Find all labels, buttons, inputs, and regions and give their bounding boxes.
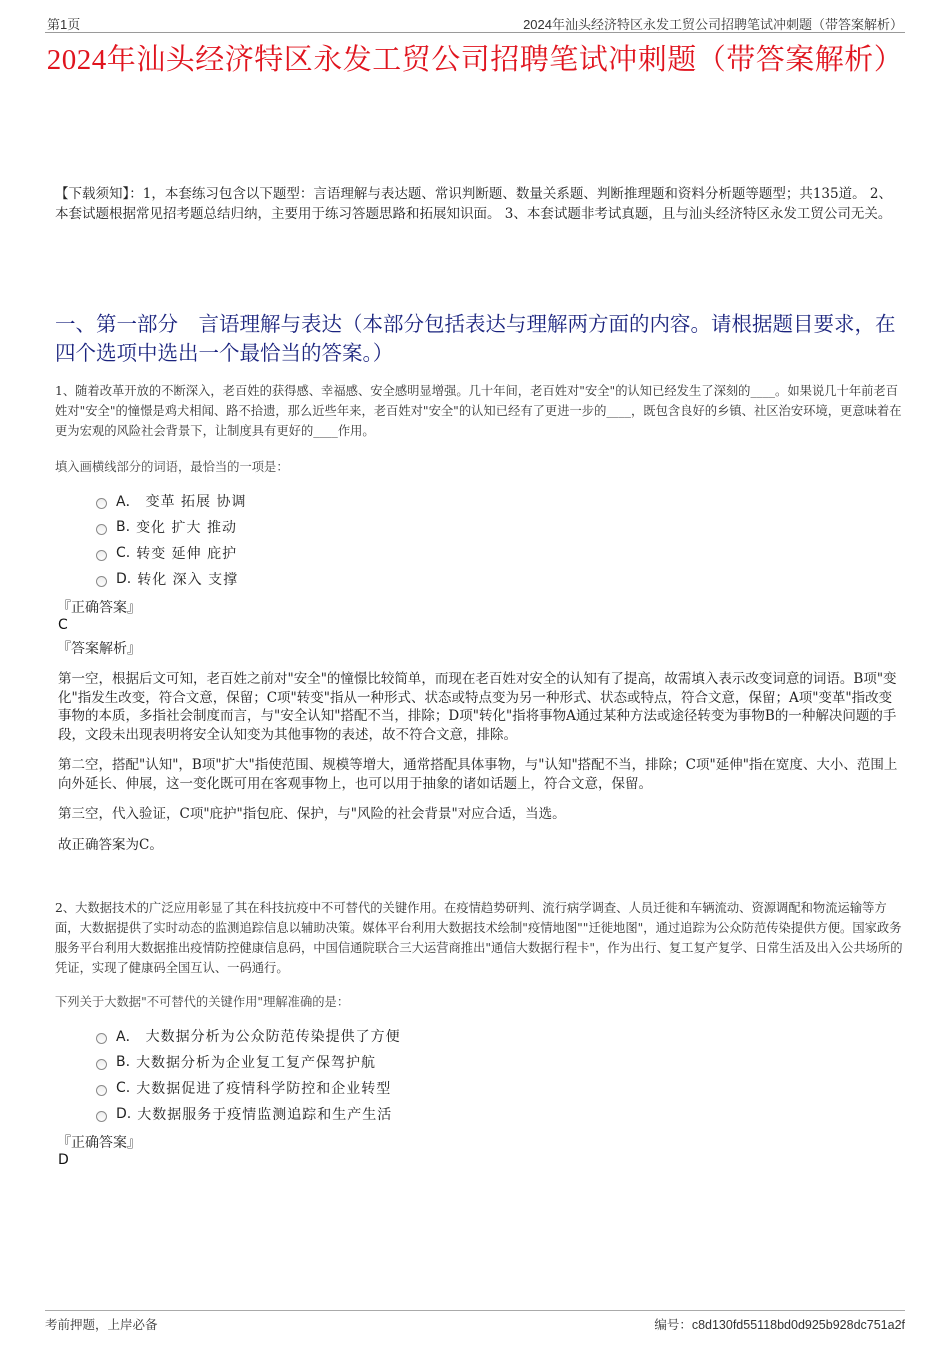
analysis-paragraph: 第一空，根据后文可知，老百姓之前对"安全"的憧憬比较简单，而现在老百姓对安全的认知有了提高，故需填入表示改变词意的词语。B项"变化"指发生改变，符合文意，保留；C项"转变"指从一种形式、状态或特点变为另一种形式、状态或特点，符合文意，保留；A项"变革"指改变事物的本质，多指社会制度而言，与"安全认知"搭配不当，排除；D项"转化"指将事物A通过某种方法或途径转变为事物B的一种解决问题的手段，文段未出现表明将安全认知变为其他事物的表述，故不符合文意，排除。 xyxy=(58,671,897,743)
question-2-options xyxy=(96,1023,401,1127)
radio-button[interactable] xyxy=(96,1085,107,1096)
analysis-paragraph: 第二空，搭配"认知"，B项"扩大"指使范围、规模等增大，通常搭配具体事物，与"认知"搭配不当，排除；C项"延伸"指在宽度、大小、范围上向外延长、伸展，这一变化既可用在客观事物上，也可以用于抽象的诸如话题上，符合文意，保留。 xyxy=(58,757,898,792)
option-text: 转化 深入 支撑 xyxy=(137,572,239,588)
question-2-option-b[interactable] xyxy=(96,1049,401,1075)
option-letter: D. xyxy=(116,571,132,587)
option-text: 变革 拓展 协调 xyxy=(145,494,247,510)
radio-button[interactable] xyxy=(96,1059,107,1070)
question-2-option-d[interactable] xyxy=(96,1101,401,1127)
radio-button[interactable] xyxy=(96,1111,107,1122)
document-title: 2024年汕头经济特区永发工贸公司招聘笔试冲刺题（带答案解析） xyxy=(46,44,904,76)
question-1-options xyxy=(96,488,246,592)
option-text: 大数据分析为企业复工复产保驾护航 xyxy=(136,1055,377,1071)
page-number: 第1页 xyxy=(47,17,81,32)
question-2-option-c[interactable] xyxy=(96,1075,401,1101)
radio-button[interactable] xyxy=(96,1033,107,1044)
radio-button[interactable] xyxy=(96,524,107,535)
radio-button[interactable] xyxy=(96,498,107,509)
option-letter: B. xyxy=(116,1054,131,1070)
question-1-option-b[interactable] xyxy=(96,514,246,540)
option-text: 变化 扩大 推动 xyxy=(136,520,237,536)
footer-code xyxy=(654,1315,905,1333)
option-text: 大数据促进了疫情科学防控和企业转型 xyxy=(136,1081,392,1097)
option-text: 大数据服务于疫情监测追踪和生产生活 xyxy=(137,1107,393,1123)
question-2-stem: 2、大数据技术的广泛应用彰显了其在科技抗疫中不可替代的关键作用。在疫情趋势研判、流行病学调查、人员迁徙和车辆流动、资源调配和物流运输等方面，大数据提供了实时动态的监测追踪信息以辅助决策。媒体平台利用大数据技术绘制"疫情地图""迁徙地图"，通过追踪为公众防范传染提供方便。国家政务服务平台利用大数据推出疫情防控健康信息码，中国信通院联合三大运营商推出"通信大数据行程卡"，作为出行、复工复产复学、日常生活及出入公共场所的凭证，实现了健康码全国互认、一码通行。 xyxy=(55,901,903,975)
question-2-prompt: 下列关于大数据"不可替代的关键作用"理解准确的是： xyxy=(55,995,350,1009)
radio-button[interactable] xyxy=(96,550,107,561)
option-letter: A． xyxy=(116,1029,140,1045)
footer-slogan: 考前押题，上岸必备 xyxy=(45,1318,158,1332)
question-1-analysis xyxy=(58,670,905,866)
question-1-option-c[interactable] xyxy=(96,540,246,566)
header-doc-title: 2024年汕头经济特区永发工贸公司招聘笔试冲刺题（带答案解析） xyxy=(523,17,903,32)
question-1-answer-label: 『正确答案』 xyxy=(57,600,141,616)
option-letter: C. xyxy=(116,1080,131,1096)
download-notice: 【下载须知】：1，本套练习包含以下题型：言语理解与表达题、常识判断题、数量关系题、判断推理题和资料分析题等题型；共135道。 2、本套试题根据常见招考题总结归纳，主要用于练习答题思路和拓展知识面。 3、本套试题非考试真题，且与汕头经济特区永发工贸公司无关。 xyxy=(55,186,892,222)
question-2-answer-label: 『正确答案』 xyxy=(57,1135,141,1151)
option-letter: B. xyxy=(116,519,131,535)
footer-code-label: 编号： xyxy=(654,1318,692,1332)
question-1-analysis-label: 『答案解析』 xyxy=(57,641,141,657)
question-2-answer: D xyxy=(58,1152,69,1168)
page-footer xyxy=(45,1310,905,1333)
option-text: 大数据分析为公众防范传染提供了方便 xyxy=(145,1029,401,1045)
option-text: 转变 延伸 庇护 xyxy=(136,546,238,562)
option-letter: D. xyxy=(116,1106,132,1122)
question-1-option-a[interactable] xyxy=(96,488,246,514)
question-2-option-a[interactable] xyxy=(96,1023,401,1049)
page-header xyxy=(45,12,905,33)
analysis-paragraph: 故正确答案为C。 xyxy=(58,836,163,853)
footer-code-value: c8d130fd55118bd0d925b928dc751a2f xyxy=(691,1318,905,1332)
question-1-stem: 1、随着改革开放的不断深入，老百姓的获得感、幸福感、安全感明显增强。几十年间，老百姓对"安全"的认知已经发生了深刻的____。如果说几十年前老百姓对"安全"的憧憬是鸡犬相闻、路不拾遗，那么近些年来，老百姓对"安全"的认知已经有了更进一步的____，既包含良好的乡镇、社区治安环境，更意味着在更为宏观的风险社会背景下，让制度具有更好的____作用。 xyxy=(55,384,902,438)
option-letter: A． xyxy=(116,494,140,510)
question-1-answer: C xyxy=(58,617,68,633)
radio-button[interactable] xyxy=(96,576,107,587)
question-1-option-d[interactable] xyxy=(96,566,246,592)
analysis-paragraph: 第三空，代入验证，C项"庇护"指包庇、保护，与"风险的社会背景"对应合适，当选。 xyxy=(58,806,566,822)
section-heading: 一、第一部分 言语理解与表达（本部分包括表达与理解两方面的内容。请根据题目要求，在四个选项中选出一个最恰当的答案。） xyxy=(55,312,896,365)
option-letter: C. xyxy=(116,545,131,561)
question-1-prompt: 填入画横线部分的词语，最恰当的一项是： xyxy=(55,460,289,474)
